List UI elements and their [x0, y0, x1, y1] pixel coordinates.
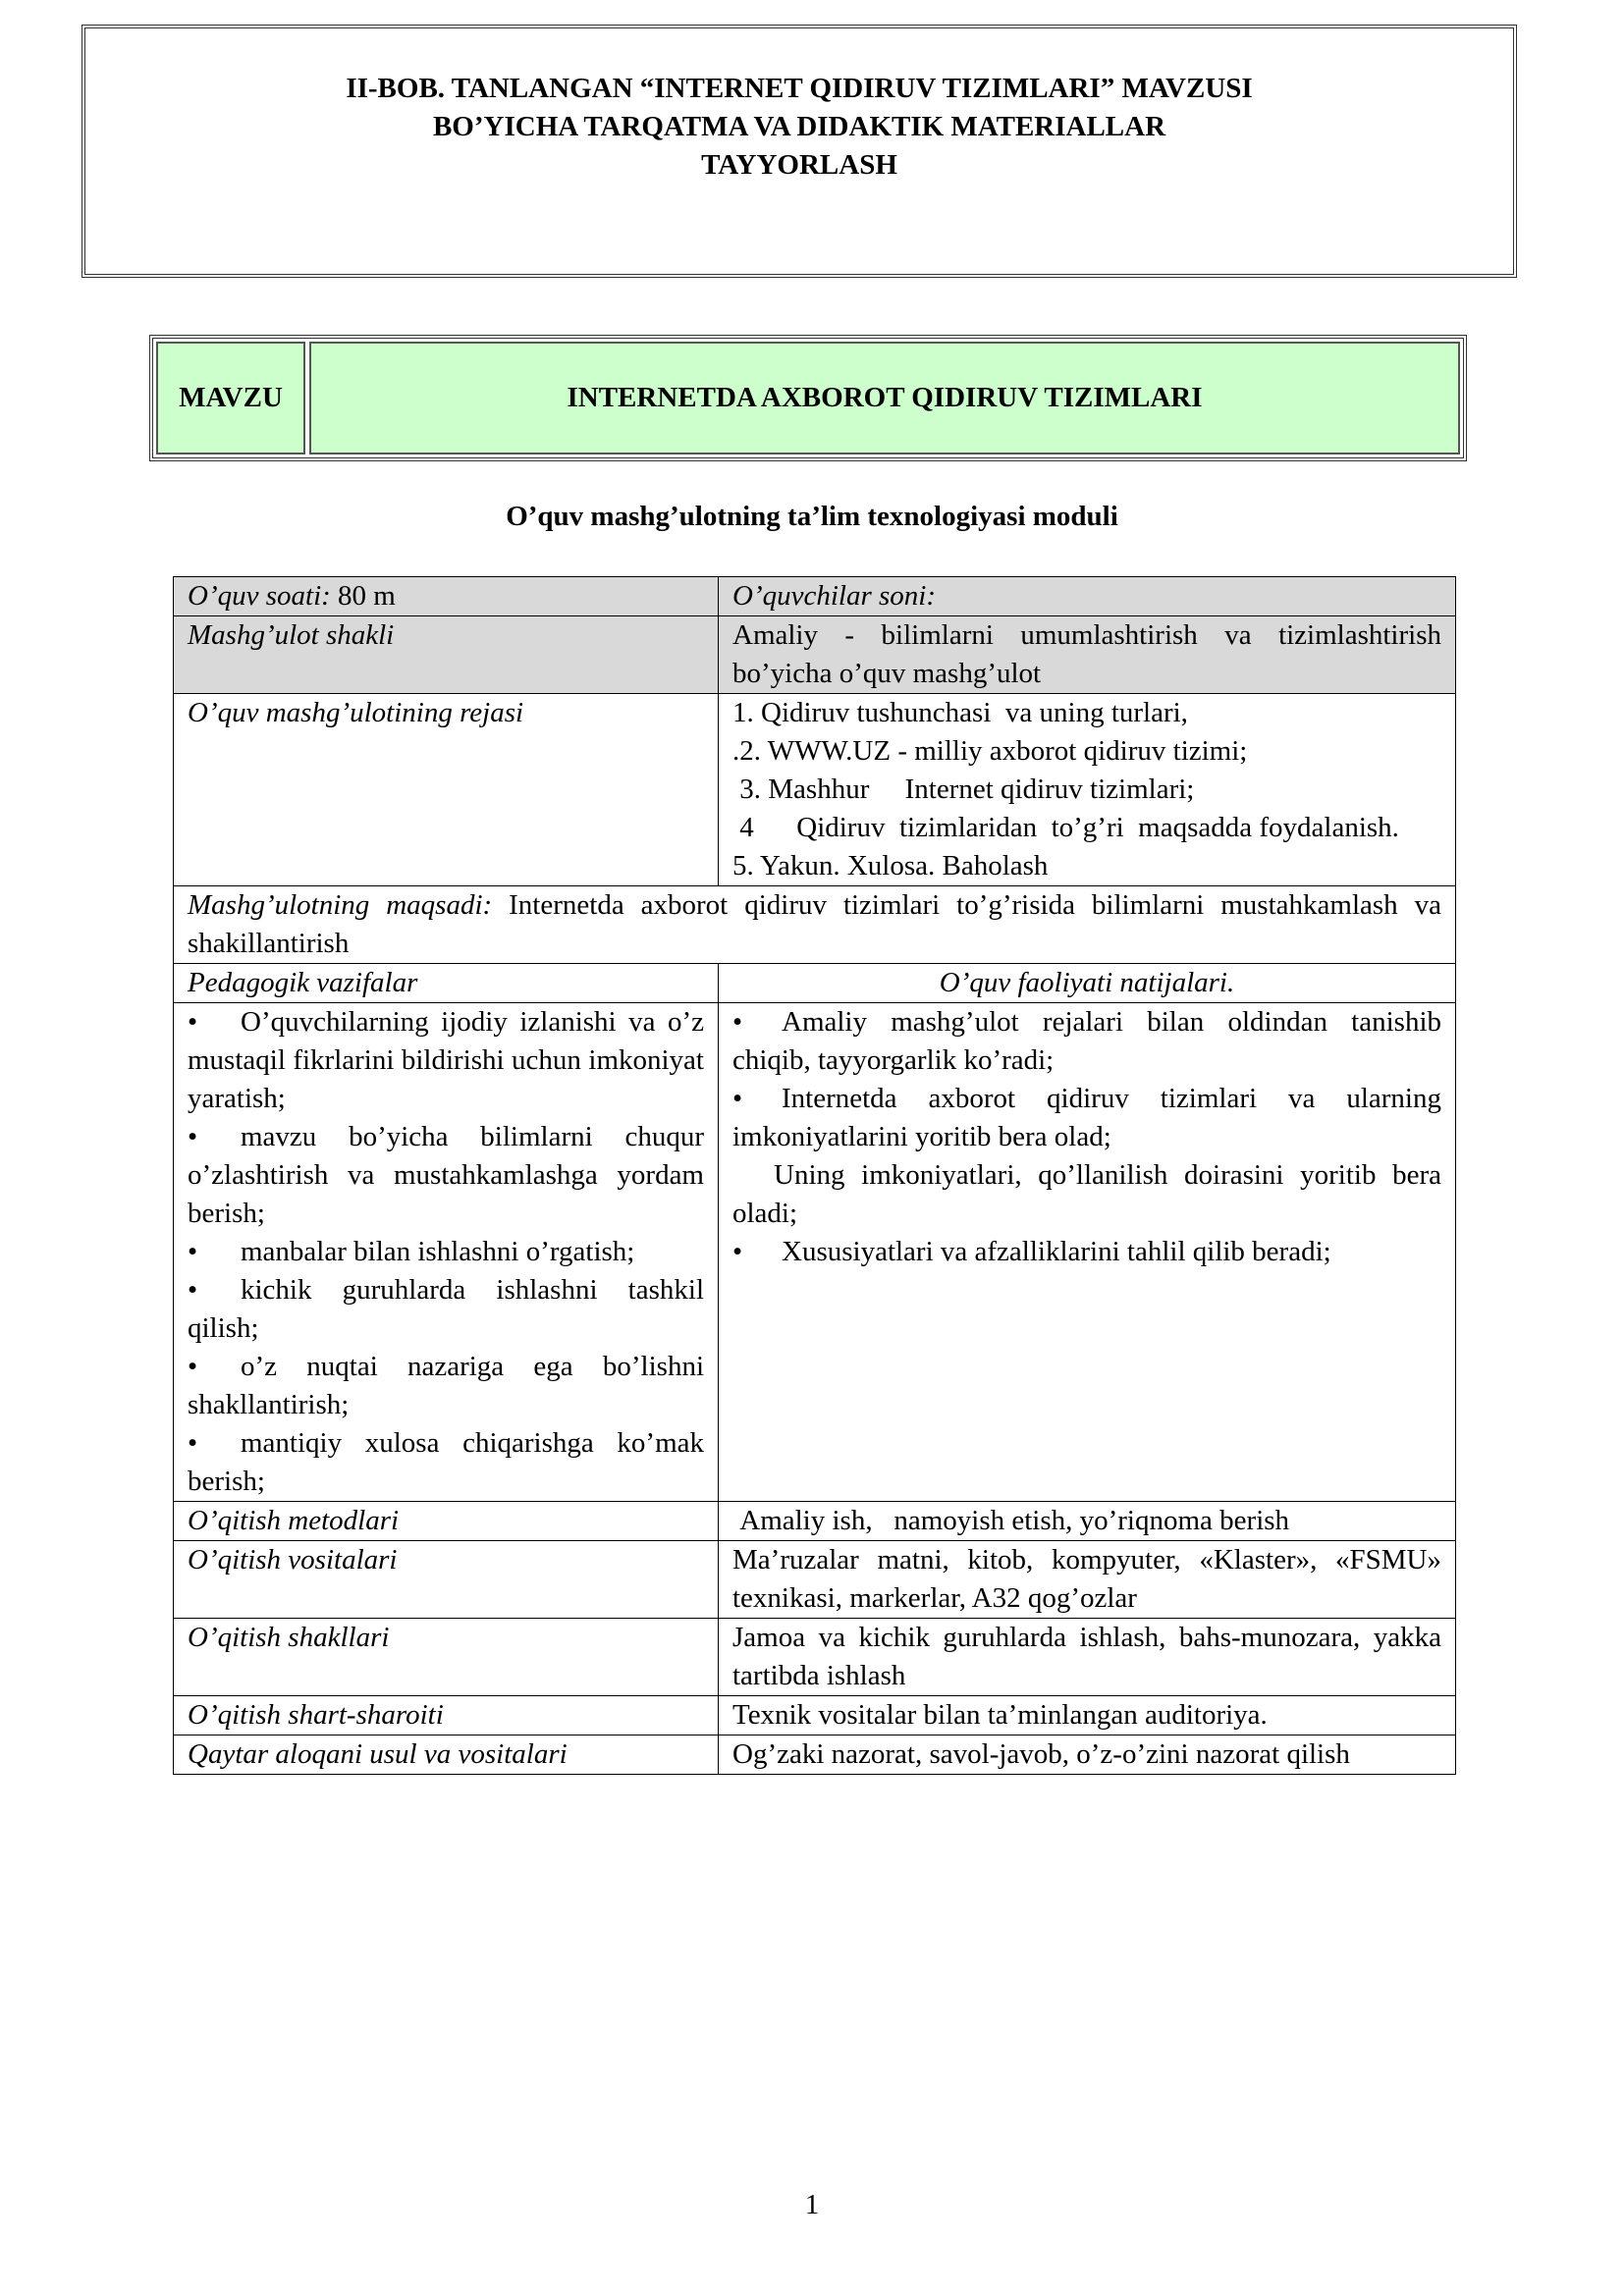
teaching-methods-value: Amaliy ish, namoyish etish, yo’riqnoma berish [719, 1502, 1456, 1541]
teaching-tools-label: O’qitish vositalari [174, 1541, 719, 1619]
learning-results-header: O’quv faoliyati natijalari. [719, 964, 1456, 1003]
list-item [732, 1003, 1441, 1080]
feedback-methods-label: Qaytar aloqani usul va vositalari [174, 1735, 719, 1775]
task-text: mantiqiy xulosa chiqarishga ko’mak berish; [188, 1427, 704, 1497]
bullet-icon: • [188, 1006, 198, 1038]
table-row [174, 1003, 1456, 1502]
table-row [174, 1619, 1456, 1696]
chapter-heading-box [81, 25, 1517, 278]
bullet-icon: • [732, 1083, 743, 1114]
table-row [174, 577, 1456, 616]
table-row [174, 616, 1456, 694]
result-text: Internetda axborot qidiruv tizimlari va ularning imkoniyatlarini yoritib bera olad; [732, 1083, 1441, 1152]
lesson-goal-value: Internetda axborot qidiruv tizimlari to’g’risida bilimlarni mustahkamlash va shakillantirish [188, 889, 1441, 959]
result-text: Uning imkoniyatlari, qo’llanilish doirasini yoritib bera oladi; [732, 1159, 1441, 1229]
lesson-plan-table [173, 576, 1456, 1775]
bullet-icon: • [188, 1351, 198, 1382]
page-number: 1 [804, 2189, 820, 2220]
bullet-icon: • [188, 1427, 198, 1459]
lesson-goal-label: Mashg’ulotning maqsadi: [188, 889, 493, 921]
task-text: mavzu bo’yicha bilimlarni chuqur o’zlashtirish va mustahkamlashga yordam berish; [188, 1121, 704, 1229]
chapter-title-line: TAYYORLASH [701, 149, 897, 181]
bullet-icon: • [732, 1236, 743, 1267]
teaching-forms-label: O’qitish shakllari [174, 1619, 719, 1696]
teaching-conditions-label: O’qitish shart-sharoiti [174, 1696, 719, 1735]
list-item [188, 1348, 704, 1424]
lesson-hours-cell [174, 577, 719, 616]
topic-box [149, 335, 1467, 461]
teaching-tools-value: Ma’ruzalar matni, kitob, kompyuter, «Klaster», «FSMU» texnikasi, markerlar, A32 qog’ozlar [719, 1541, 1456, 1619]
feedback-methods-value: Og’zaki nazorat, savol-javob, o’z-o’zini nazorat qilish [719, 1735, 1456, 1775]
table-row [174, 1502, 1456, 1541]
task-text: kichik guruhlarda ishlashni tashkil qilish; [188, 1274, 704, 1344]
result-text: Amaliy mashg’ulot rejalari bilan oldindan tanishib chiqib, tayyorgarlik ko’radi; [732, 1006, 1441, 1076]
module-title: O’quv mashg’ulotning ta’lim texnologiyasi moduli [506, 501, 1118, 532]
table-row [174, 964, 1456, 1003]
chapter-title [85, 70, 1513, 185]
lesson-goal-cell [174, 886, 1456, 964]
lesson-hours-value: 80 m [330, 580, 396, 612]
pedagogical-tasks-list [174, 1003, 719, 1502]
task-text: o’z nuqtai nazariga ega bo’lishni shakllantirish; [188, 1351, 704, 1420]
chapter-title-line: BO’YICHA TARQATMA VA DIDAKTIK MATERIALLAR [432, 111, 1166, 142]
list-item [732, 1080, 1441, 1156]
task-text: O’quvchilarning ijodiy izlanishi va o’z mustaqil fikrlarini bildirishi uchun imkoniyat yaratish; [188, 1006, 704, 1114]
plan-item: .2. WWW.UZ - milliy axborot qidiruv tizimi; [732, 735, 1248, 767]
list-item [188, 1271, 704, 1348]
plan-item: 1. Qidiruv tushunchasi va uning turlari, [732, 697, 1188, 728]
list-item [188, 1118, 704, 1233]
table-row [174, 694, 1456, 886]
plan-item: 4 Qidiruv tizimlaridan to’g’ri maqsadda foydalanish. [732, 812, 1399, 843]
lesson-form-value: Amaliy - bilimlarni umumlashtirish va tizimlashtirish bo’yicha o’quv mashg’ulot [719, 616, 1456, 694]
lesson-plan-label: O’quv mashg’ulotining rejasi [174, 694, 719, 886]
teaching-forms-value: Jamoa va kichik guruhlarda ishlash, bahs-munozara, yakka tartibda ishlash [719, 1619, 1456, 1696]
list-item [732, 1233, 1441, 1271]
table-row [174, 1735, 1456, 1775]
table-row [174, 1541, 1456, 1619]
learning-results-list [719, 1003, 1456, 1502]
plan-item: 3. Mashhur Internet qidiruv tizimlari; [732, 774, 1195, 805]
bullet-icon: • [732, 1006, 743, 1038]
bullet-icon: • [188, 1274, 198, 1306]
chapter-title-line: II-BOB. TANLANGAN “INTERNET QIDIRUV TIZIMLARI” MAVZUSI [346, 73, 1253, 104]
lesson-plan-items [719, 694, 1456, 886]
task-text: manbalar bilan ishlashni o’rgatish; [241, 1236, 635, 1267]
bullet-icon: • [188, 1121, 198, 1152]
list-item [732, 1156, 1441, 1233]
topic-label: MAVZU [156, 342, 305, 454]
lesson-form-label: Mashg’ulot shakli [174, 616, 719, 694]
table-row [174, 886, 1456, 964]
students-count-cell: O’quvchilar soni: [719, 577, 1456, 616]
plan-item: 5. Yakun. Xulosa. Baholash [732, 850, 1049, 881]
pedagogical-tasks-header: Pedagogik vazifalar [174, 964, 719, 1003]
result-text: Xususiyatlari va afzalliklarini tahlil qilib beradi; [782, 1236, 1331, 1267]
lesson-hours-label: O’quv soati: [188, 580, 331, 612]
list-item [188, 1233, 704, 1271]
teaching-conditions-value: Texnik vositalar bilan ta’minlangan auditoriya. [719, 1696, 1456, 1735]
list-item [188, 1003, 704, 1118]
topic-title: INTERNETDA AXBOROT QIDIRUV TIZIMLARI [309, 342, 1460, 454]
teaching-methods-label: O’qitish metodlari [174, 1502, 719, 1541]
bullet-icon: • [188, 1236, 198, 1267]
list-item [188, 1424, 704, 1501]
table-row [174, 1696, 1456, 1735]
